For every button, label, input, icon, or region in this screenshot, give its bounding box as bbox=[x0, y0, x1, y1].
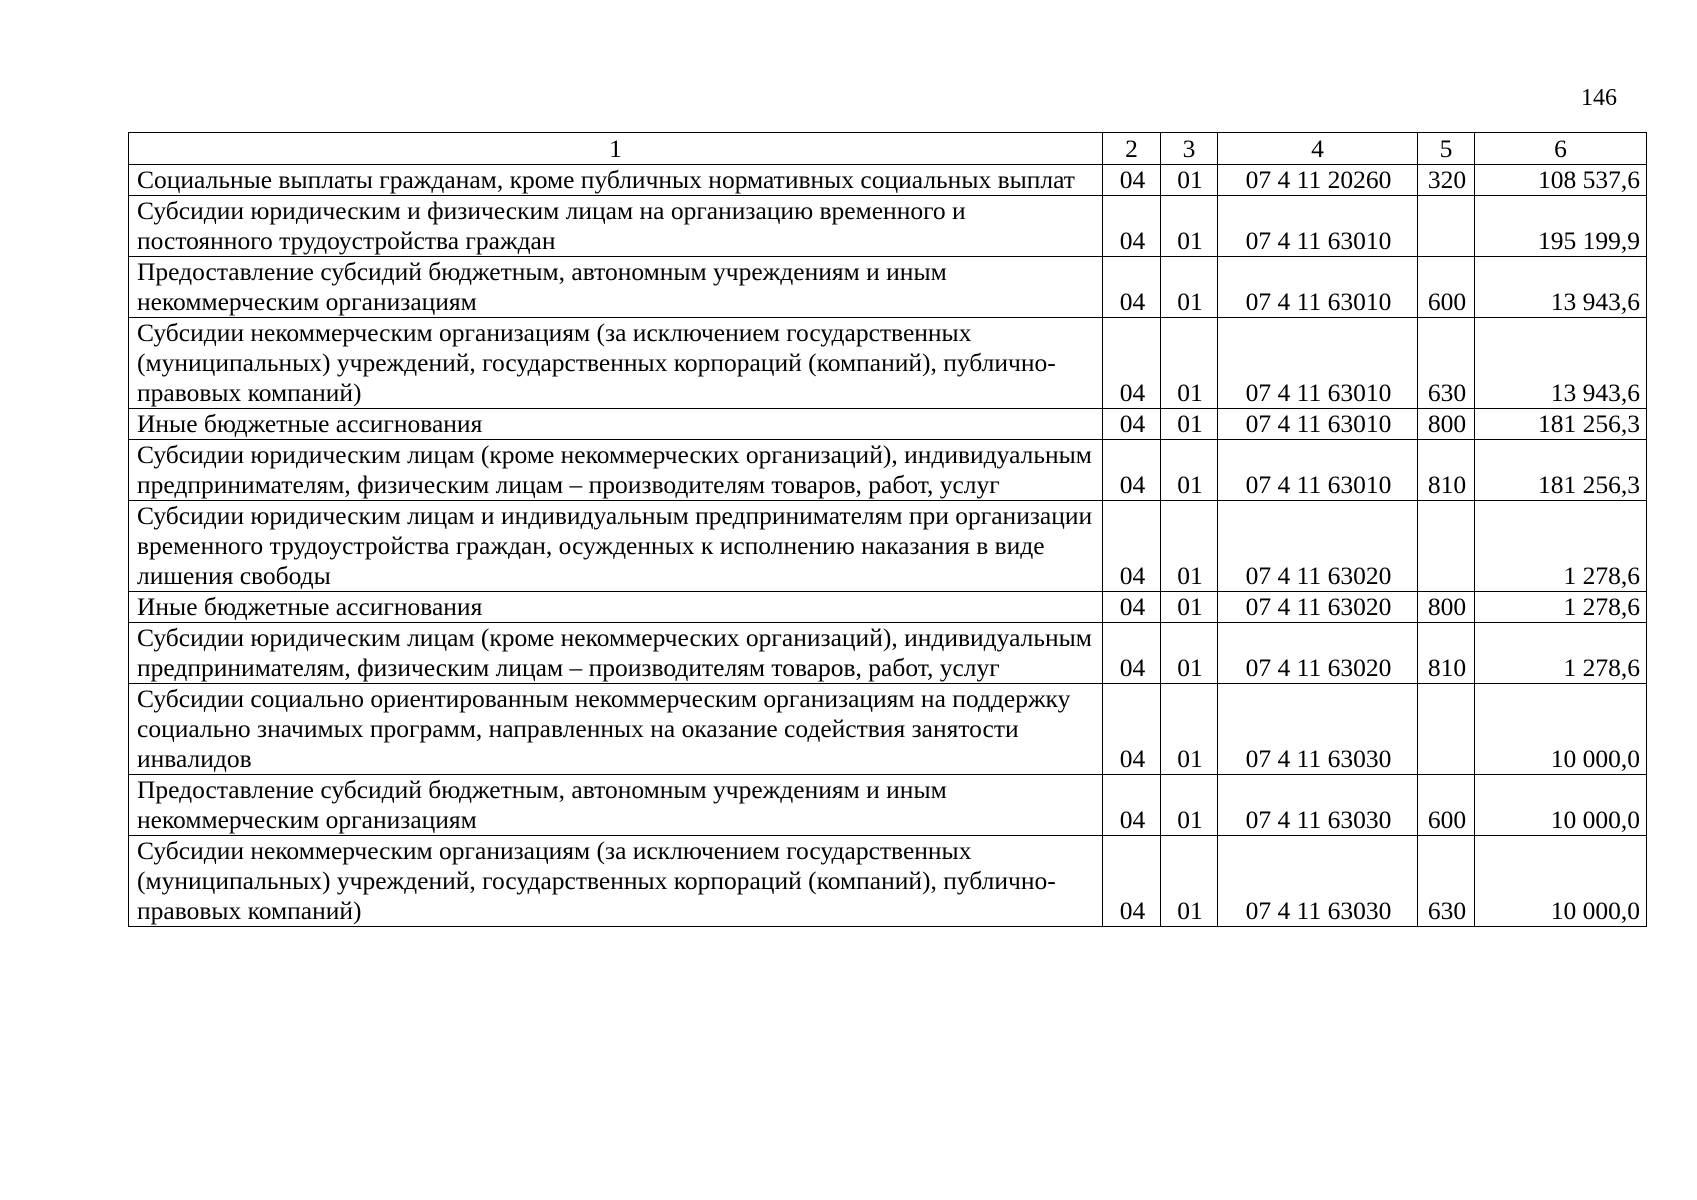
column-header-3: 3 bbox=[1161, 133, 1218, 165]
target-article-code: 07 4 11 63010 bbox=[1218, 440, 1418, 501]
budget-table bbox=[128, 132, 1647, 927]
row-description: Предоставление субсидий бюджетным, автономным учреждениям и иным некоммерческим организациям bbox=[129, 257, 1103, 318]
column-header-1: 1 bbox=[129, 133, 1103, 165]
section-code: 04 bbox=[1103, 318, 1161, 409]
section-code: 04 bbox=[1103, 623, 1161, 684]
table-row bbox=[129, 196, 1647, 257]
expense-type-code: 600 bbox=[1418, 775, 1475, 836]
amount: 13 943,6 bbox=[1475, 257, 1647, 318]
expense-type-code: 800 bbox=[1418, 409, 1475, 440]
subsection-code: 01 bbox=[1161, 836, 1218, 927]
table-row bbox=[129, 775, 1647, 836]
subsection-code: 01 bbox=[1161, 318, 1218, 409]
amount: 181 256,3 bbox=[1475, 440, 1647, 501]
amount: 1 278,6 bbox=[1475, 501, 1647, 592]
section-code: 04 bbox=[1103, 592, 1161, 623]
subsection-code: 01 bbox=[1161, 501, 1218, 592]
table-row bbox=[129, 318, 1647, 409]
expense-type-code: 800 bbox=[1418, 592, 1475, 623]
table-row bbox=[129, 684, 1647, 775]
column-header-6: 6 bbox=[1475, 133, 1647, 165]
table-row bbox=[129, 501, 1647, 592]
section-code: 04 bbox=[1103, 257, 1161, 318]
row-description: Субсидии некоммерческим организациям (за исключением государственных (муниципальных) учреждений, государственных корпораций (компаний), публично-правовых компаний) bbox=[129, 836, 1103, 927]
target-article-code: 07 4 11 63010 bbox=[1218, 257, 1418, 318]
section-code: 04 bbox=[1103, 440, 1161, 501]
amount: 10 000,0 bbox=[1475, 684, 1647, 775]
amount: 10 000,0 bbox=[1475, 775, 1647, 836]
section-code: 04 bbox=[1103, 775, 1161, 836]
subsection-code: 01 bbox=[1161, 440, 1218, 501]
amount: 1 278,6 bbox=[1475, 623, 1647, 684]
expense-type-code bbox=[1418, 684, 1475, 775]
expense-type-code: 810 bbox=[1418, 440, 1475, 501]
expense-type-code: 630 bbox=[1418, 318, 1475, 409]
amount: 10 000,0 bbox=[1475, 836, 1647, 927]
target-article-code: 07 4 11 63030 bbox=[1218, 684, 1418, 775]
subsection-code: 01 bbox=[1161, 409, 1218, 440]
row-description: Субсидии юридическим лицам (кроме некоммерческих организаций), индивидуальным предпринимателям, физическим лицам – производителям товаров, работ, услуг bbox=[129, 623, 1103, 684]
subsection-code: 01 bbox=[1161, 257, 1218, 318]
target-article-code: 07 4 11 63020 bbox=[1218, 501, 1418, 592]
amount: 13 943,6 bbox=[1475, 318, 1647, 409]
section-code: 04 bbox=[1103, 409, 1161, 440]
subsection-code: 01 bbox=[1161, 684, 1218, 775]
target-article-code: 07 4 11 63010 bbox=[1218, 196, 1418, 257]
column-header-2: 2 bbox=[1103, 133, 1161, 165]
page-number: 146 bbox=[1581, 85, 1617, 111]
expense-type-code: 630 bbox=[1418, 836, 1475, 927]
subsection-code: 01 bbox=[1161, 623, 1218, 684]
row-description: Иные бюджетные ассигнования bbox=[129, 409, 1103, 440]
section-code: 04 bbox=[1103, 684, 1161, 775]
table-row bbox=[129, 592, 1647, 623]
section-code: 04 bbox=[1103, 165, 1161, 196]
row-description: Субсидии некоммерческим организациям (за исключением государственных (муниципальных) учреждений, государственных корпораций (компаний), публично-правовых компаний) bbox=[129, 318, 1103, 409]
table-row bbox=[129, 623, 1647, 684]
table-row bbox=[129, 440, 1647, 501]
table-row bbox=[129, 409, 1647, 440]
section-code: 04 bbox=[1103, 501, 1161, 592]
row-description: Иные бюджетные ассигнования bbox=[129, 592, 1103, 623]
target-article-code: 07 4 11 63020 bbox=[1218, 592, 1418, 623]
target-article-code: 07 4 11 63020 bbox=[1218, 623, 1418, 684]
table-header-row bbox=[129, 133, 1647, 165]
amount: 1 278,6 bbox=[1475, 592, 1647, 623]
column-header-5: 5 bbox=[1418, 133, 1475, 165]
row-description: Субсидии социально ориентированным некоммерческим организациям на поддержку социально значимых программ, направленных на оказание содействия занятости инвалидов bbox=[129, 684, 1103, 775]
amount: 181 256,3 bbox=[1475, 409, 1647, 440]
subsection-code: 01 bbox=[1161, 165, 1218, 196]
table-body bbox=[129, 165, 1647, 927]
subsection-code: 01 bbox=[1161, 196, 1218, 257]
row-description: Субсидии юридическим лицам (кроме некоммерческих организаций), индивидуальным предпринимателям, физическим лицам – производителям товаров, работ, услуг bbox=[129, 440, 1103, 501]
expense-type-code: 320 bbox=[1418, 165, 1475, 196]
target-article-code: 07 4 11 63030 bbox=[1218, 775, 1418, 836]
target-article-code: 07 4 11 63030 bbox=[1218, 836, 1418, 927]
column-header-4: 4 bbox=[1218, 133, 1418, 165]
expense-type-code bbox=[1418, 196, 1475, 257]
amount: 195 199,9 bbox=[1475, 196, 1647, 257]
subsection-code: 01 bbox=[1161, 592, 1218, 623]
row-description: Субсидии юридическим и физическим лицам на организацию временного и постоянного трудоустройства граждан bbox=[129, 196, 1103, 257]
target-article-code: 07 4 11 63010 bbox=[1218, 318, 1418, 409]
row-description: Предоставление субсидий бюджетным, автономным учреждениям и иным некоммерческим организациям bbox=[129, 775, 1103, 836]
row-description: Субсидии юридическим лицам и индивидуальным предпринимателям при организации временного трудоустройства граждан, осужденных к исполнению наказания в виде лишения свободы bbox=[129, 501, 1103, 592]
target-article-code: 07 4 11 63010 bbox=[1218, 409, 1418, 440]
table-row bbox=[129, 257, 1647, 318]
table-row bbox=[129, 836, 1647, 927]
table-row bbox=[129, 165, 1647, 196]
section-code: 04 bbox=[1103, 196, 1161, 257]
expense-type-code bbox=[1418, 501, 1475, 592]
subsection-code: 01 bbox=[1161, 775, 1218, 836]
target-article-code: 07 4 11 20260 bbox=[1218, 165, 1418, 196]
amount: 108 537,6 bbox=[1475, 165, 1647, 196]
row-description: Социальные выплаты гражданам, кроме публичных нормативных социальных выплат bbox=[129, 165, 1103, 196]
expense-type-code: 810 bbox=[1418, 623, 1475, 684]
expense-type-code: 600 bbox=[1418, 257, 1475, 318]
section-code: 04 bbox=[1103, 836, 1161, 927]
